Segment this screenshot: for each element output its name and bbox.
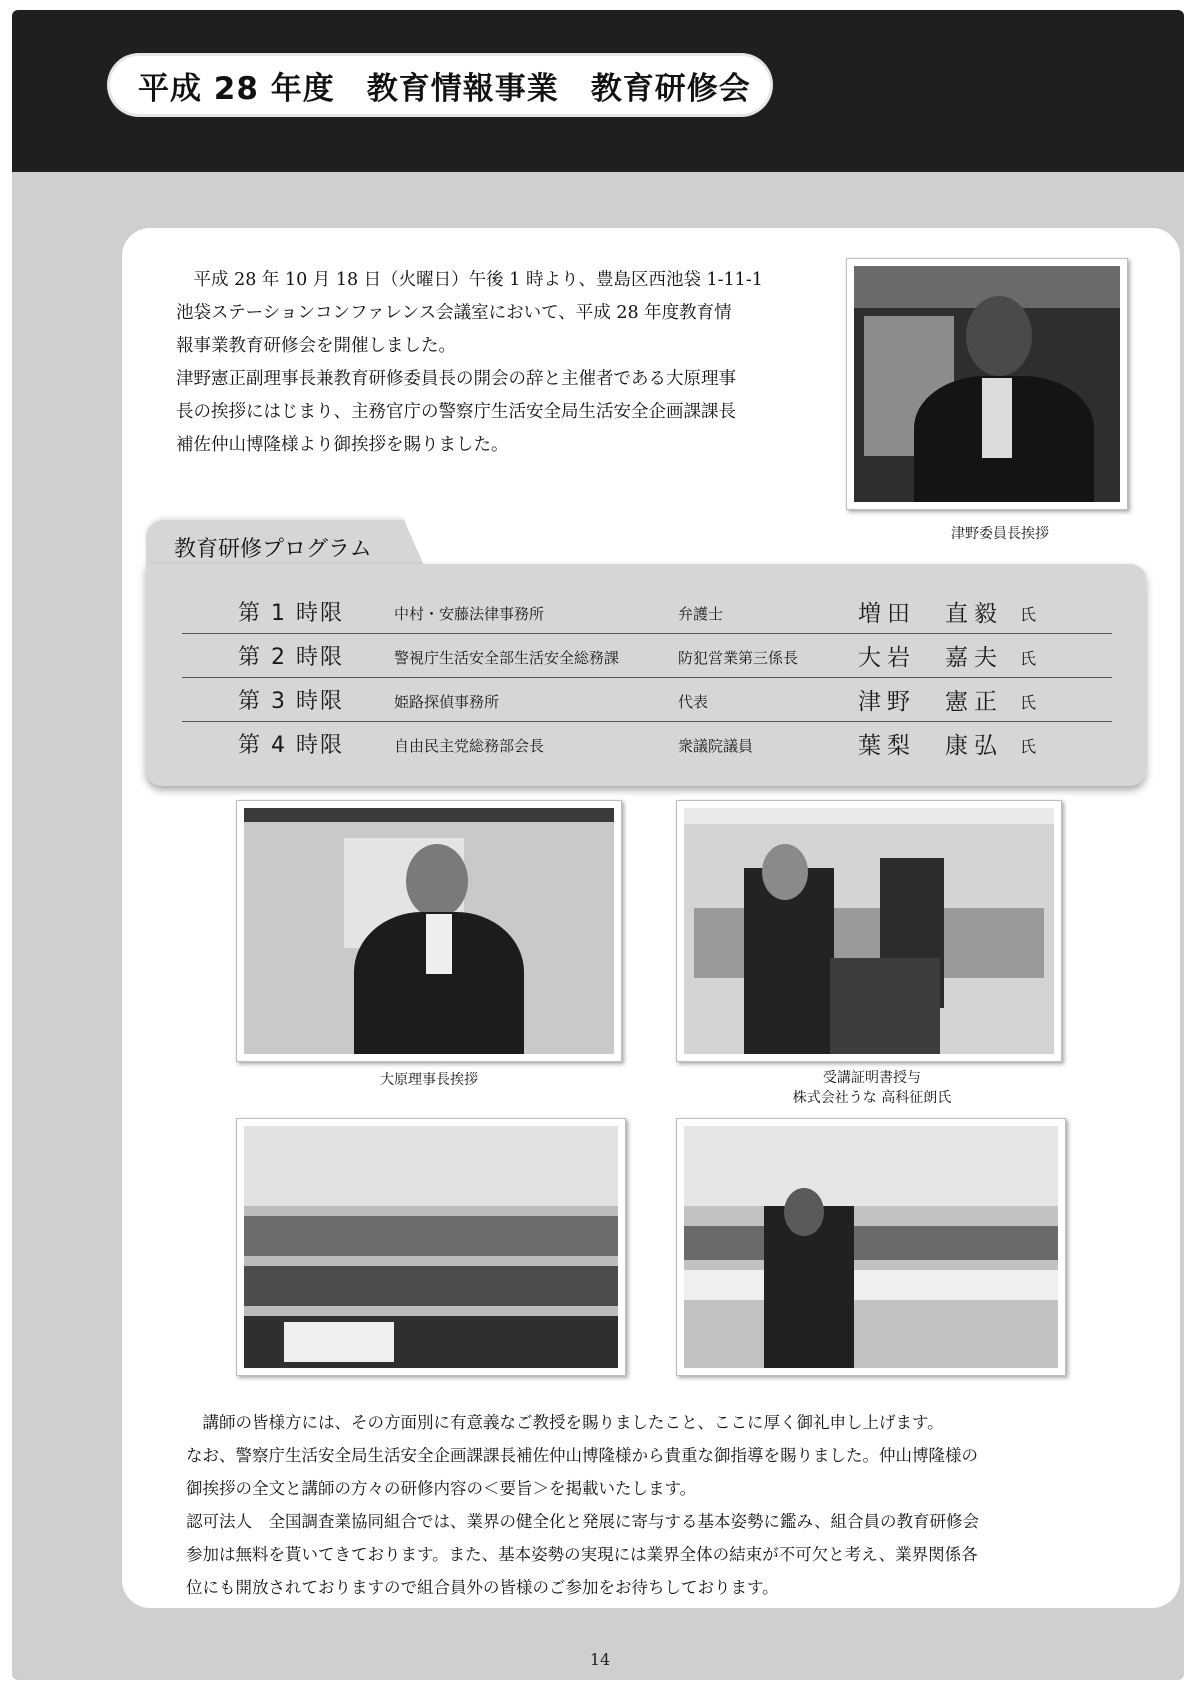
program-lecturer: 葉梨 康弘 — [858, 733, 1003, 759]
program-honorific: 氏 — [1020, 605, 1037, 624]
intro-line: 報事業教育研修会を開催しました。 — [176, 336, 456, 356]
program-heading: 教育研修プログラム — [174, 537, 372, 562]
program-row — [182, 634, 1112, 678]
program-lecturer: 大岩 嘉夫 — [858, 645, 1003, 671]
caption-certificate-line1: 受講証明書授与 — [823, 1070, 921, 1086]
program-organization: 中村・安藤法律事務所 — [394, 605, 545, 623]
program-period: 第 1 時限 — [238, 601, 344, 626]
page-title: 平成 28 年度 教育情報事業 教育研修会 — [138, 70, 751, 107]
program-position: 衆議院議員 — [678, 737, 754, 755]
caption-ohara: 大原理事長挨拶 — [380, 1072, 478, 1088]
photo-image — [244, 808, 614, 1054]
photo-seminar-hall-left — [236, 1118, 626, 1376]
photo-ohara-speech — [236, 800, 622, 1062]
closing-line: 御挨拶の全文と講師の方々の研修内容の＜要旨＞を掲載いたします。 — [186, 1479, 697, 1498]
intro-line: 平成 28 年 10 月 18 日（火曜日）午後 1 時より、豊島区西池袋 1-11-1 — [193, 270, 763, 290]
program-period: 第 4 時限 — [238, 733, 344, 758]
program-honorific: 氏 — [1020, 649, 1037, 668]
photo-certificate-presentation — [676, 800, 1062, 1062]
closing-line: なお、警察庁生活安全局生活安全企画課課長補佐仲山博隆様から貴重な御指導を賜りました。仲山博隆様の — [186, 1446, 978, 1465]
closing-line: 位にも開放されておりますので組合員外の皆様のご参加をお待ちしております。 — [186, 1578, 779, 1597]
program-honorific: 氏 — [1020, 693, 1037, 712]
program-row — [182, 678, 1112, 722]
intro-line: 池袋ステーションコンファレンス会議室において、平成 28 年度教育情 — [176, 303, 732, 323]
program-row — [182, 722, 1112, 766]
program-heading-tab — [146, 520, 404, 570]
program-organization: 姫路探偵事務所 — [394, 693, 500, 711]
program-honorific: 氏 — [1020, 737, 1037, 756]
intro-line: 津野憲正副理事長兼教育研修委員長の開会の辞と主催者である大原理事 — [176, 369, 736, 389]
program-row — [182, 590, 1112, 634]
photo-image — [684, 808, 1054, 1054]
intro-line: 補佐仲山博隆様より御挨拶を賜りました。 — [176, 435, 509, 455]
photo-seminar-hall-right — [676, 1118, 1066, 1376]
photo-image — [244, 1126, 618, 1368]
page-number: 14 — [589, 1650, 611, 1669]
page-title-banner — [110, 56, 770, 114]
program-table — [146, 564, 1146, 786]
intro-text — [176, 264, 836, 462]
caption-tsuno: 津野委員長挨拶 — [951, 526, 1049, 542]
photo-tsuno-speech — [846, 258, 1128, 510]
program-organization: 自由民主党総務部会長 — [394, 737, 545, 755]
closing-line: 参加は無料を貰いてきております。また、基本姿勢の実現には業界全体の結束が不可欠と考え、業界関係各 — [186, 1545, 978, 1564]
program-lecturer: 増田 直毅 — [858, 601, 1003, 627]
program-organization: 警視庁生活安全部生活安全総務課 — [394, 649, 620, 667]
caption-certificate — [752, 1068, 992, 1108]
photo-image — [854, 266, 1120, 502]
program-period: 第 2 時限 — [238, 645, 344, 670]
closing-line: 認可法人 全国調査業協同組合では、業界の健全化と発展に寄与する基本姿勢に鑑み、組合員の教育研修会 — [186, 1512, 979, 1531]
photo-image — [684, 1126, 1058, 1368]
closing-line: 講師の皆様方には、その方面別に有意義なご教授を賜りましたこと、ここに厚く御礼申し上げます。 — [202, 1413, 944, 1432]
caption-certificate-line2: 株式会社うな 高科征朗氏 — [792, 1090, 952, 1106]
program-position: 代表 — [678, 693, 709, 711]
program-position: 弁護士 — [678, 605, 724, 623]
program-position: 防犯営業第三係長 — [678, 649, 799, 667]
intro-line: 長の挨拶にはじまり、主務官庁の警察庁生活安全局生活安全企画課課長 — [176, 402, 736, 422]
closing-text — [186, 1406, 1166, 1604]
program-period: 第 3 時限 — [238, 689, 344, 714]
program-lecturer: 津野 憲正 — [858, 689, 1003, 715]
